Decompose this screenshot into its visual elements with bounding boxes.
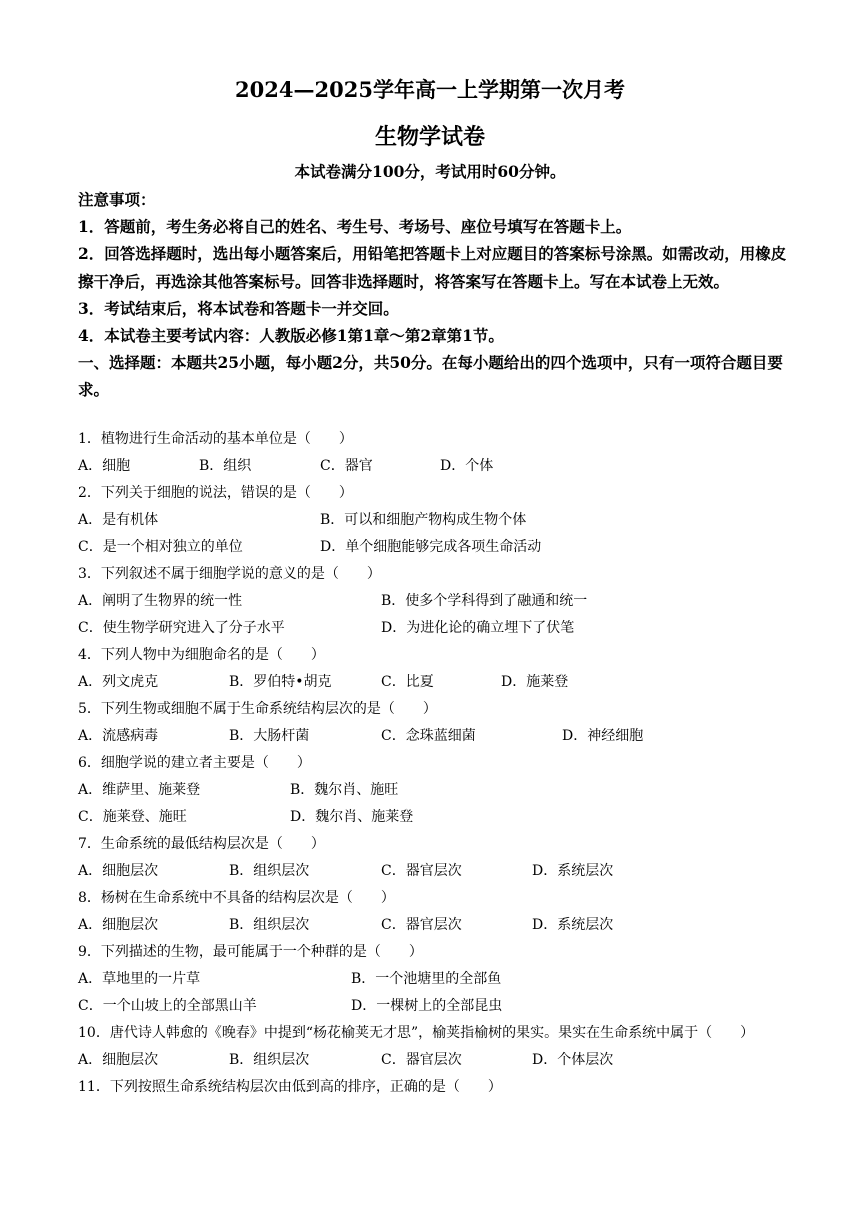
option: C．器官 (320, 458, 373, 474)
option: C．使生物学研究进入了分子水平 (78, 620, 285, 636)
option-row (78, 966, 790, 993)
option: C．念珠蓝细菌 (381, 728, 476, 744)
question-stem: 7．生命系统的最低结构层次是（ ） (78, 836, 325, 852)
option: C．器官层次 (381, 1052, 462, 1068)
option: D．魏尔肖、施莱登 (290, 809, 414, 825)
option-row (78, 588, 790, 615)
option: D．系统层次 (532, 917, 614, 933)
option-row (78, 669, 790, 696)
exam-subject: 生物学试卷 (374, 124, 485, 150)
option: B．使多个学科得到了融通和统一 (381, 593, 588, 609)
option-row (78, 723, 790, 750)
section-heading: 一、选择题：本题共25小题，每小题2分，共50分。在每小题给出的四个选项中，只有一项符合题目要求。 (78, 353, 783, 400)
option: B．罗伯特•胡克 (229, 674, 332, 690)
option-row (78, 1047, 790, 1074)
option: B．组织层次 (229, 863, 310, 879)
notes-section (78, 186, 790, 404)
option: A．细胞层次 (78, 863, 159, 879)
option-row (78, 534, 790, 561)
option: A．细胞 (78, 458, 131, 474)
option-row (78, 453, 790, 480)
option: D．个体 (440, 458, 494, 474)
question-stem: 10．唐代诗人韩愈的《晚春》中提到“杨花榆荚无才思”，榆荚指榆树的果实。果实在生命系统中属于（ ） (78, 1025, 755, 1041)
option-row (78, 993, 790, 1020)
option: D．施莱登 (501, 674, 569, 690)
option: D．一棵树上的全部昆虫 (351, 998, 503, 1014)
question-stem: 5．下列生物或细胞不属于生命系统结构层次的是（ ） (78, 701, 437, 717)
exam-info: 本试卷满分100分，考试用时60分钟。 (294, 162, 566, 181)
question-stem: 8．杨树在生命系统中不具备的结构层次是（ ） (78, 890, 395, 906)
option: B．一个池塘里的全部鱼 (351, 971, 502, 987)
option: A．草地里的一片草 (78, 971, 201, 987)
option: A．列文虎克 (78, 674, 159, 690)
question-stem: 9．下列描述的生物，最可能属于一个种群的是（ ） (78, 944, 423, 960)
option-row (78, 804, 790, 831)
option: C．器官层次 (381, 917, 462, 933)
option: A．细胞层次 (78, 917, 159, 933)
option: B．组织层次 (229, 1052, 310, 1068)
option: B．可以和细胞产物构成生物个体 (320, 512, 527, 528)
option: C．是一个相对独立的单位 (78, 539, 243, 555)
option: C．器官层次 (381, 863, 462, 879)
option: D．系统层次 (532, 863, 614, 879)
option: D．个体层次 (532, 1052, 614, 1068)
option: A．流感病毒 (78, 728, 159, 744)
option: C．施莱登、施旺 (78, 809, 187, 825)
option-row (78, 912, 790, 939)
note-item: 3．考试结束后，将本试卷和答题卡一并交回。 (78, 298, 399, 318)
option-row (78, 777, 790, 804)
note-item: 1．答题前，考生务必将自己的姓名、考生号、考场号、座位号填写在答题卡上。 (78, 217, 632, 237)
exam-title: 2024—2025学年高一上学期第一次月考 (235, 77, 625, 102)
question-stem: 6．细胞学说的建立者主要是（ ） (78, 755, 311, 771)
option: D．为进化论的确立埋下了伏笔 (381, 620, 575, 636)
question-stem: 11．下列按照生命系统结构层次由低到高的排序，正确的是（ ） (78, 1079, 502, 1095)
option: C．一个山坡上的全部黑山羊 (78, 998, 257, 1014)
note-item: 4．本试卷主要考试内容：人教版必修1第1章～第2章第1节。 (78, 326, 504, 346)
option: A．维萨里、施莱登 (78, 782, 201, 798)
option: B．魏尔肖、施旺 (290, 782, 399, 798)
option: A．是有机体 (78, 512, 159, 528)
option-row (78, 615, 790, 642)
option: B．组织 (199, 458, 252, 474)
option: C．比夏 (381, 674, 434, 690)
option: A．阐明了生物界的统一性 (78, 593, 243, 609)
option: B．大肠杆菌 (229, 728, 310, 744)
option-row (78, 858, 790, 885)
option-row (78, 507, 790, 534)
question-stem: 2．下列关于细胞的说法，错误的是（ ） (78, 485, 353, 501)
question-stem: 1．植物进行生命活动的基本单位是（ ） (78, 431, 353, 447)
question-stem: 4．下列人物中为细胞命名的是（ ） (78, 647, 325, 663)
option: D．神经细胞 (562, 728, 644, 744)
notes-heading: 注意事项： (78, 190, 156, 209)
question-list (78, 426, 790, 1101)
option: A．细胞层次 (78, 1052, 159, 1068)
option: B．组织层次 (229, 917, 310, 933)
question-stem: 3．下列叙述不属于细胞学说的意义的是（ ） (78, 566, 381, 582)
option: D．单个细胞能够完成各项生命活动 (320, 539, 542, 555)
note-item: 2．回答选择题时，选出每小题答案后，用铅笔把答题卡上对应题目的答案标号涂黑。如需改动，用橡皮擦干净后，再选涂其他答案标号。回答非选择题时，将答案写在答题卡上。写在本试卷上无效。 (78, 244, 787, 291)
